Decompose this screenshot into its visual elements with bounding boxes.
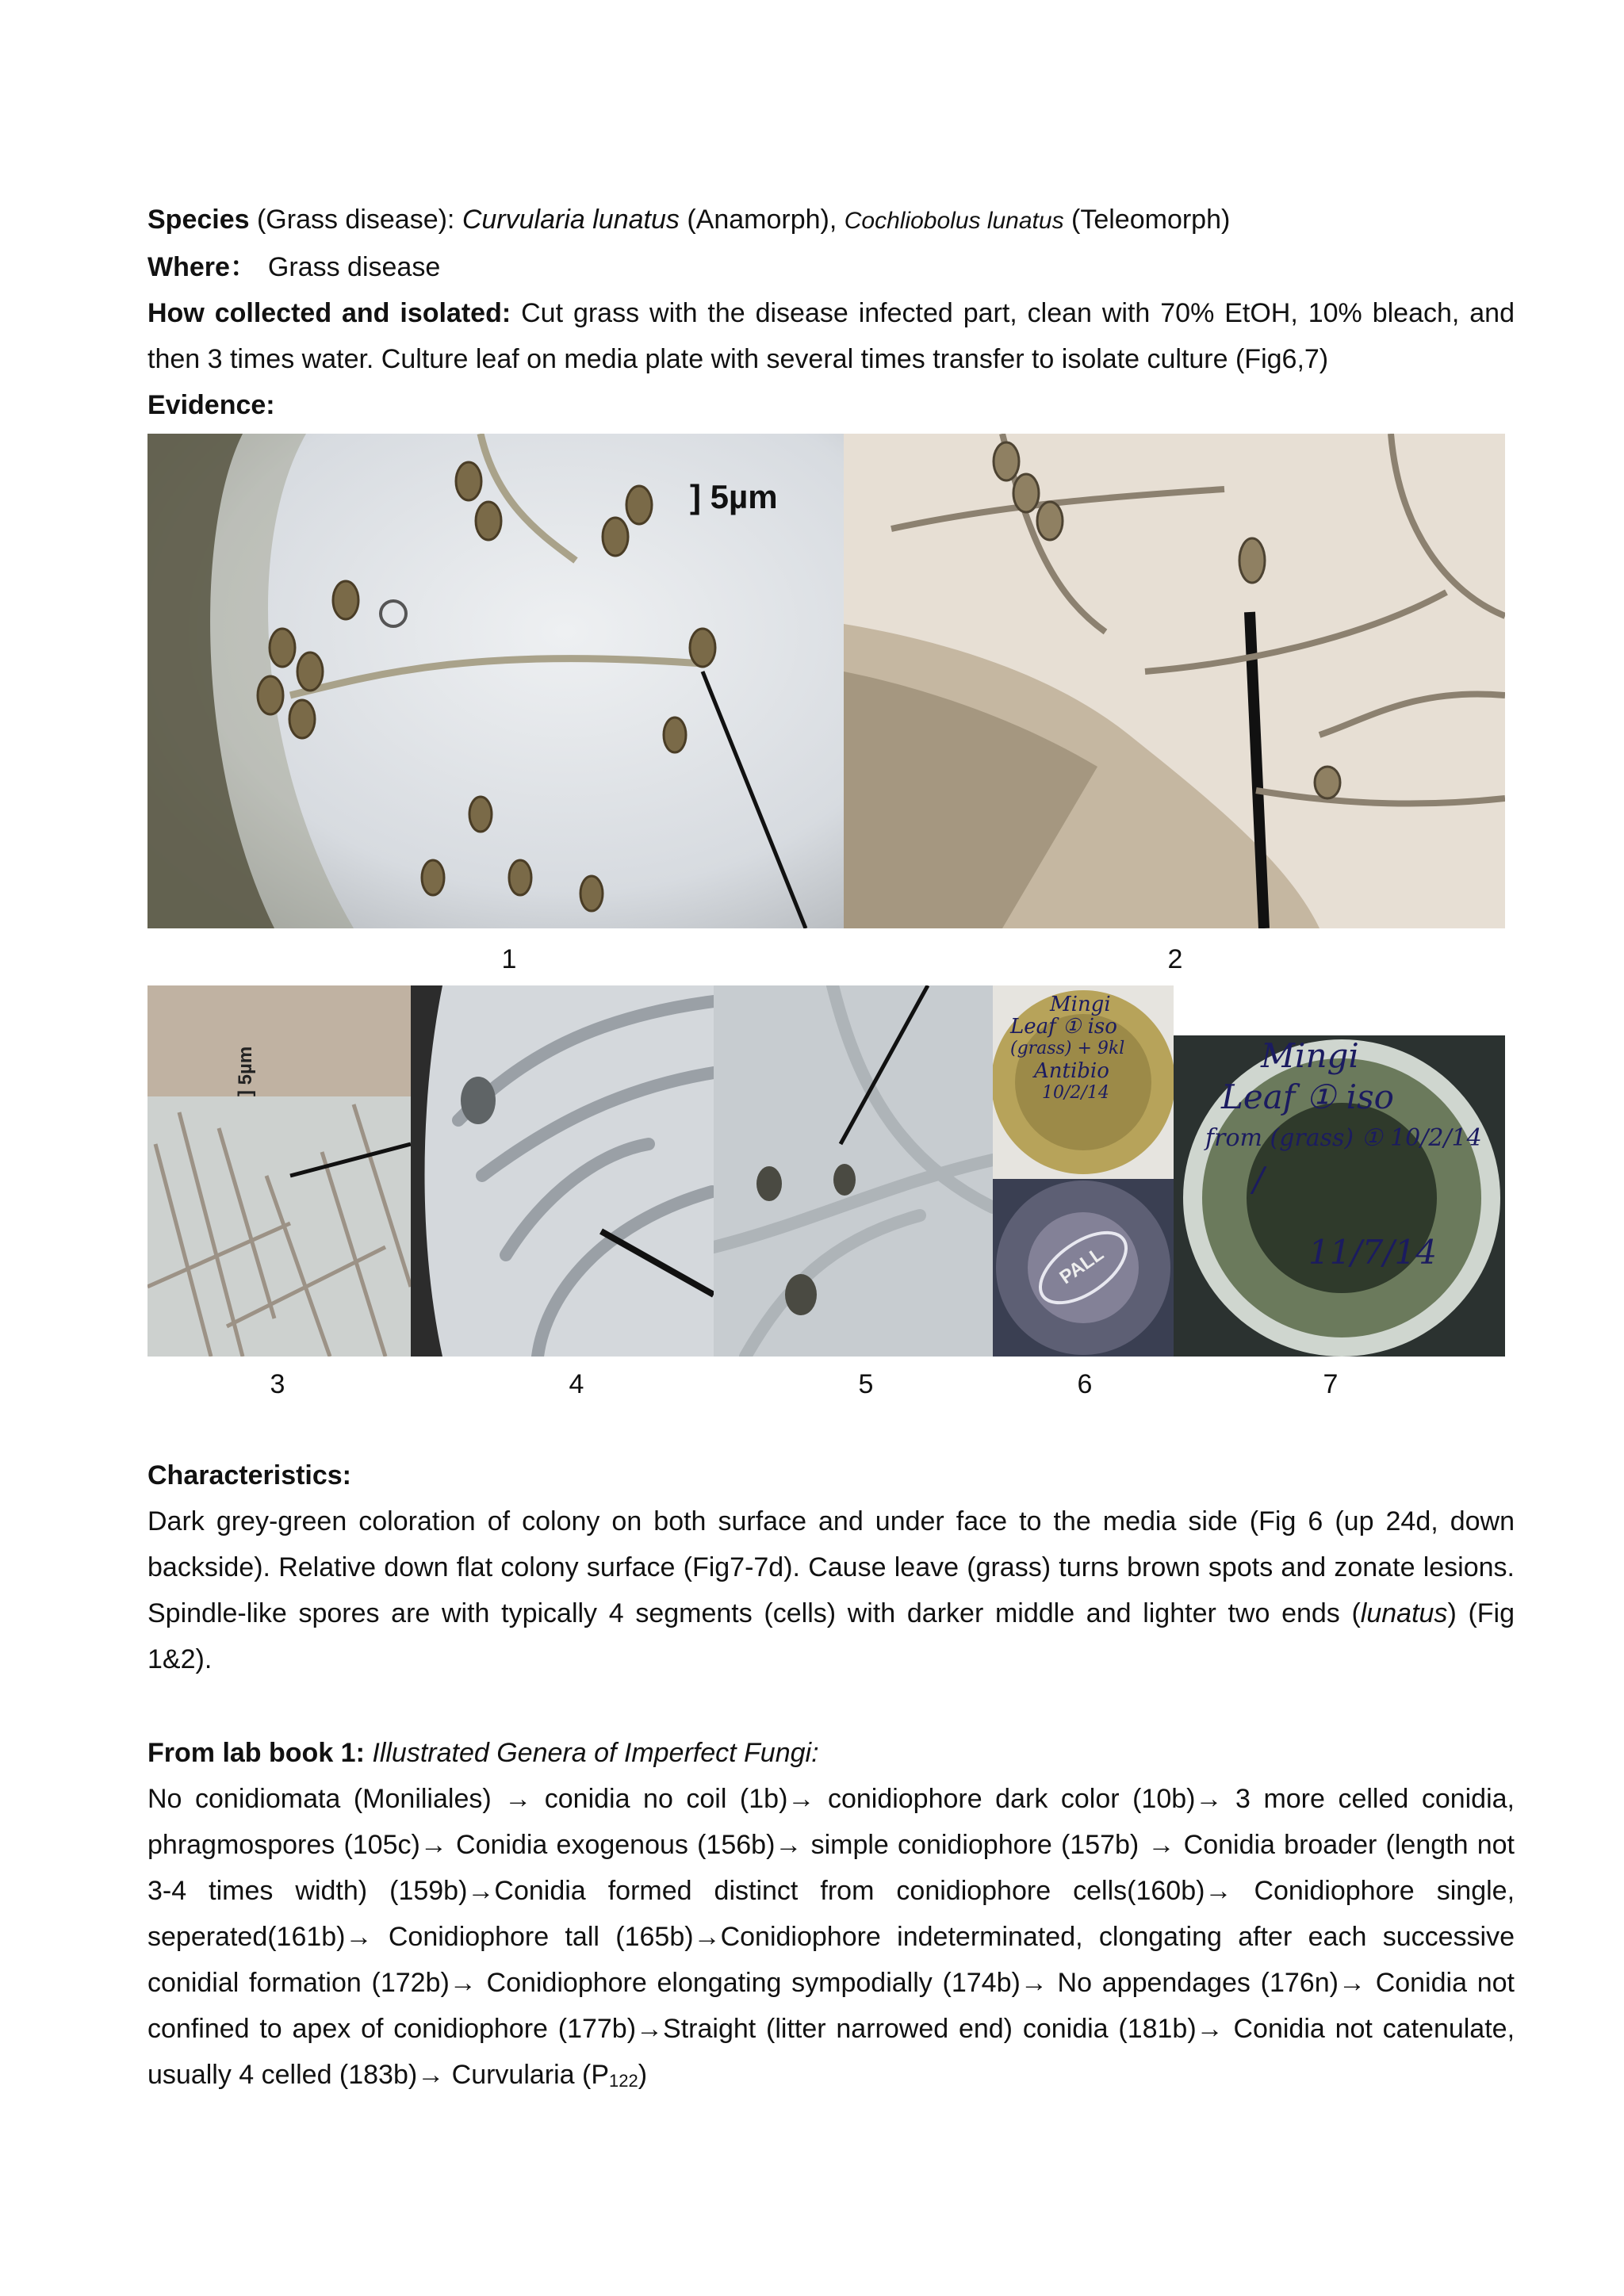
key-step: Conidia not catenulate, usually 4 celled (183b)	[147, 2014, 1515, 2090]
species-line: Species (Grass disease): Curvularia lunatus (Anamorph), Cochliobolus lunatus (Teleomorph)	[147, 205, 1231, 235]
scale-bar-label-rotated: ] 5µm	[235, 1046, 256, 1096]
arrow-right-icon: →	[467, 1876, 495, 1906]
figure-1-micrograph	[147, 434, 844, 928]
key-step: Conidia exogenous (156b)	[446, 1830, 776, 1860]
key-step: Conidia broader (length not 3-4 times width) (159b)	[147, 1830, 1515, 1906]
arrow-right-icon: →	[504, 1784, 532, 1814]
arrow-right-icon: →	[419, 1830, 447, 1860]
species-label: Species	[147, 205, 250, 235]
key-step: No conidiomata (Moniliales)	[147, 1784, 505, 1814]
plate-7-label: Mingi Leaf ① iso from (grass) ① 10/2/14 / 11/7/14	[1205, 1036, 1482, 1272]
how-collected-paragraph	[147, 290, 1515, 382]
key-step: No appendages (176n)	[1047, 1968, 1339, 1998]
arrow-right-icon: →	[1196, 2014, 1224, 2044]
key-step: Conidia formed distinct from conidiophore cells(160b)	[494, 1876, 1205, 1906]
figure-7-caption: 7	[1323, 1369, 1339, 1399]
scale-bar-label: ] 5µm	[690, 478, 778, 515]
arrow-right-icon: →	[787, 1784, 815, 1814]
key-step: Conidiophore elongating sympodially (174b)	[476, 1968, 1021, 1998]
species-teleomorph: Cochliobolus lunatus	[844, 208, 1064, 234]
header-block	[147, 197, 1515, 428]
key-step: Conidiophore single, seperated(161b)	[147, 1876, 1515, 1952]
arrow-right-icon: →	[1195, 1784, 1223, 1814]
figure-1-caption: 1	[501, 944, 517, 974]
characteristics-paragraph: Dark grey-green coloration of colony on both surface and under face to the media side (Fig 6 (up 24d, down backside). Relative down flat colony surface (Fig7-7d). Cause leave (grass) turns brown spots and zonate lesions. Spindle-like spores are with typically 4 segments (cells) with darker middle and lighter two ends (lunatus) (Fig 1&2).	[147, 1506, 1515, 1674]
figure-2-micrograph	[844, 434, 1505, 928]
lab-book-title: Illustrated Genera of Imperfect Fungi:	[372, 1738, 819, 1768]
how-value: Cut grass with the disease infected part, clean with 70% EtOH, 10% bleach, and then 3 times water. Culture leaf on media plate with several times transfer to isolate culture (Fig6,7)	[147, 298, 1515, 374]
how-label: How collected and isolated:	[147, 298, 511, 328]
arrow-right-icon: →	[1205, 1876, 1232, 1906]
arrow-right-icon: →	[1020, 1968, 1048, 1998]
figure-4-caption: 4	[569, 1369, 584, 1399]
plate-6-top-label: Mingi Leaf ① iso (grass) + 9kl Antibio 10/2/14	[1010, 993, 1125, 1103]
key-step: conidia no coil (1b)	[531, 1784, 788, 1814]
key-step: Straight (litter narrowed end) conidia (181b)	[663, 2014, 1197, 2044]
characteristics-label: Characteristics:	[147, 1460, 352, 1490]
lab-book-section	[147, 1730, 1515, 2104]
evidence-line	[147, 382, 1515, 428]
species-anamorph: Curvularia lunatus	[462, 205, 680, 235]
arrow-right-icon: →	[636, 2014, 664, 2044]
plate-6-bottom-label: PALL	[1055, 1243, 1108, 1289]
figure-3-caption: 3	[270, 1369, 285, 1399]
figure-6-plate-top	[993, 985, 1174, 1179]
where-label: Where：	[147, 252, 257, 282]
figure-4-micrograph	[411, 985, 714, 1357]
key-step: conidiophore dark color (10b)	[814, 1784, 1196, 1814]
key-step: Curvularia (P	[444, 2060, 610, 2090]
arrow-right-icon: →	[775, 1830, 802, 1860]
arrow-right-icon: →	[449, 1968, 477, 1998]
arrow-right-icon: →	[693, 1922, 721, 1952]
characteristics-section	[147, 1452, 1515, 1682]
arrow-right-icon: →	[345, 1922, 373, 1952]
closing-paren: )	[638, 2060, 648, 2090]
figure-2-caption: 2	[1167, 944, 1183, 974]
where-value: Grass disease	[267, 252, 441, 282]
evidence-label: Evidence:	[147, 390, 275, 420]
figure-5-caption: 5	[858, 1369, 874, 1399]
figure-3-micrograph	[147, 985, 411, 1357]
figure-7-plate	[1174, 1035, 1505, 1357]
key-step: Conidiophore tall (165b)	[372, 1922, 694, 1952]
key-step: simple conidiophore (157b)	[802, 1830, 1148, 1860]
where-line	[147, 244, 1515, 290]
arrow-right-icon: →	[1147, 1830, 1175, 1860]
key-step: Conidiophore indeterminated, clongating after each successive conidial formation (172b)	[147, 1922, 1515, 1998]
page-subscript: 122	[609, 2071, 638, 2091]
key-step: Conidia not confined to apex of conidiophore (177b)	[147, 1968, 1515, 2044]
figure-5-micrograph	[714, 985, 993, 1357]
figure-6-plate-bottom	[993, 1179, 1174, 1357]
arrow-right-icon: →	[1338, 1968, 1365, 1998]
key-step: 3 more celled conidia, phragmospores (105c)	[147, 1784, 1515, 1860]
lab-book-label: From lab book 1:	[147, 1738, 365, 1768]
figure-6-caption: 6	[1077, 1369, 1093, 1399]
arrow-right-icon: →	[417, 2060, 445, 2090]
identification-key-paragraph	[147, 1776, 1515, 2104]
